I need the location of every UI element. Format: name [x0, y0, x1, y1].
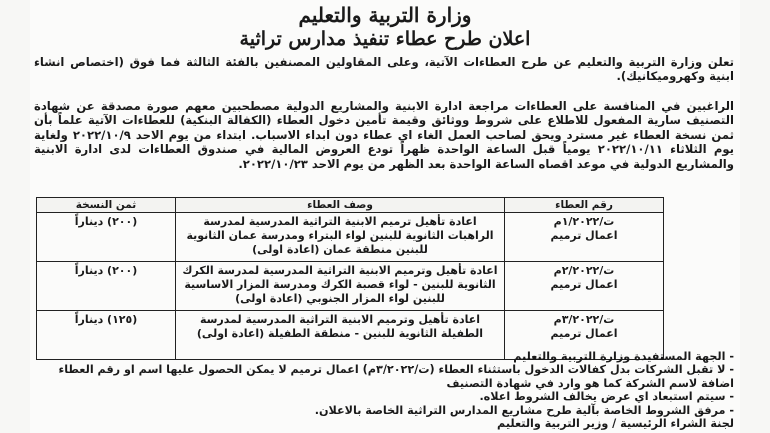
table-row	[37, 262, 664, 311]
table-row	[37, 213, 664, 262]
signature-line: لجنة الشراء الرئيسية / وزير التربية والتعليم	[497, 417, 734, 431]
tender-number-cell	[505, 262, 664, 311]
notes-section	[34, 350, 734, 430]
tender-number: ت/٢/٢٠٢٢م	[553, 264, 615, 277]
note-guarantees: - لا تقبل الشركات بدل كفالات الدخول باستثناء العطاء (ت/٣/٢٠٢٢م) اعمال ترميم لا يمكن الحصول عليها اسم او رقم العطاء اضافة لاسم الشركة كما هو وارد في شهادة التصنيف	[58, 363, 734, 390]
note-exclusion: - سيتم استبعاد اي عرض يخالف الشروط اعلاه.	[479, 390, 734, 404]
copy-price: (١٢٥) ديناراً	[37, 311, 176, 360]
header-copy-price: ثمن النسخة	[37, 198, 176, 213]
note-attachment: - مرفق الشروط الخاصة بآلية طرح مشاريع المدارس التراثية الخاصة بالاعلان.	[314, 403, 734, 417]
tender-type: اعمال ترميم	[550, 278, 618, 291]
note-beneficiary: - الجهة المستفيدة وزارة التربية والتعليم	[513, 350, 734, 363]
instructions-text: الراغبين في المنافسة على العطاءات مراجعة ادارة الابنية والمشاريع الدولية مصطحبين معهم صورة مصدقة عن شهادة التصنيف سارية المفعول للاطلاع على شروط ووثائق وقيمة تأمين دخول العطاء (الكفالة البنكية) للعطاءات الآتية علماً بأن ثمن نسخة العطاء غير مسترد ويحق لصاحب العمل الغاء اي عطاء دون ابداء الاسباب. ابتداء من يوم الاحد ٢٠٢٢/١٠/٩ ولغاية يوم الثلاثاء ٢٠٢٢/١٠/١١ يومياً قبل الساعة الواحدة ظهراً تودع العروض المالية في صندوق العطاءات لدى ادارة الابنية والمشاريع الدولية في موعد اقصاه الساعة الواحدة بعد الظهر من يوم الاحد ٢٠٢٢/١٠/٢٣.	[34, 99, 734, 171]
tender-number: ت/١/٢٠٢٢م	[553, 215, 615, 228]
tender-description: اعادة تأهيل وترميم الابنية التراثية المدرسية لمدرسة الكرك الثانوية للبنين - لواء قصبة الكرك ومدرسة المزار الاساسية للبنين لواء المزار الجنوبي (اعادة اولى)	[176, 262, 505, 311]
ministry-heading: وزارة التربية والتعليم	[298, 3, 472, 27]
tender-type: اعمال ترميم	[550, 327, 618, 340]
tender-description: اعادة تأهيل وترميم الابنية التراثية المدرسية لمدرسة الطفيلة الثانوية للبنين - منطقة الطفيلة (اعادة اولى)	[176, 311, 505, 360]
header-tender-number: رقم العطاء	[505, 198, 664, 213]
tender-number: ت/٣/٢٠٢٢م	[553, 313, 615, 326]
tenders-table	[36, 197, 664, 360]
tender-description: اعادة تأهيل ترميم الابنية التراثية المدرسية لمدرسة الراهبات الثانوية للبنين لواء البتراء ومدرسة عمان الثانوية للبنين منطقة عمان (اعادة اولى)	[176, 213, 505, 262]
advertisement-body	[30, 0, 740, 433]
tender-number-cell	[505, 213, 664, 262]
copy-price: (٢٠٠) ديناراً	[37, 213, 176, 262]
instructions-paragraph	[34, 99, 734, 171]
table-header-row	[37, 198, 664, 213]
tender-type: اعمال ترميم	[550, 229, 618, 242]
intro-text: تعلن وزارة التربية والتعليم عن طرح العطاءات الآتية، وعلى المقاولين المصنفين بالفئة الثالثة فما فوق (اختصاص انشاء ابنية وكهروميكانيك).	[34, 55, 734, 84]
copy-price: (٢٠٠) ديناراً	[37, 262, 176, 311]
header-tender-description: وصف العطاء	[176, 198, 505, 213]
intro-paragraph	[34, 55, 734, 84]
announcement-title: اعلان طرح عطاء تنفيذ مدارس تراثية	[239, 28, 531, 50]
